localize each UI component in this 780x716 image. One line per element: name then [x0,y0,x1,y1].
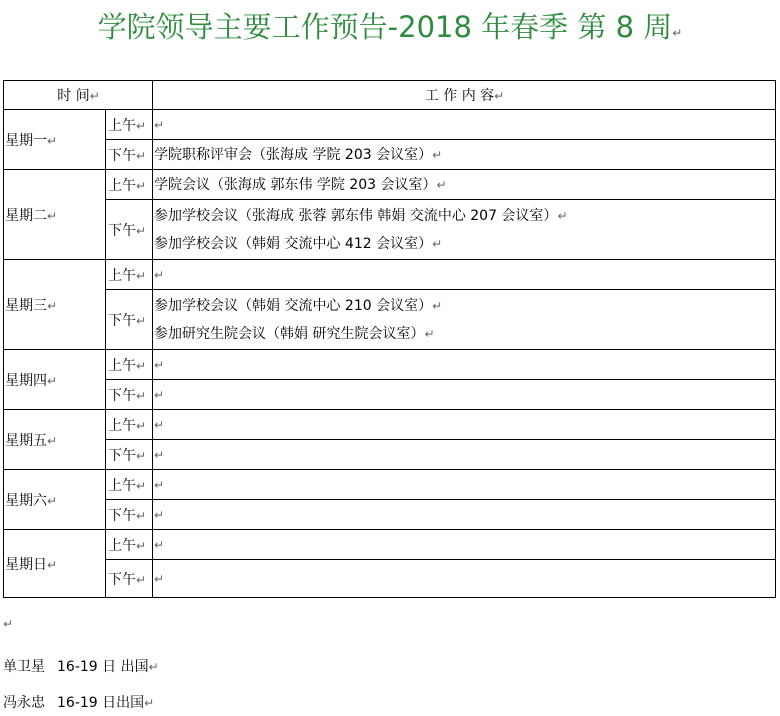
pm-label: 下午 [108,507,136,524]
pm-label-cell [106,380,153,410]
paragraph-mark: ↵ [154,387,165,402]
day-name: 星期四 [5,372,47,389]
am-label: 上午 [108,117,136,134]
table-row [4,350,776,380]
note-person: 单卫星 [3,659,45,675]
day-name: 星期六 [5,492,47,509]
paragraph-mark: ↵ [154,357,165,372]
paragraph-mark: ↵ [436,177,447,192]
page-title [0,4,780,54]
am-label: 上午 [108,177,136,194]
paragraph-mark: ↵ [136,268,147,283]
pm-label: 下午 [108,147,136,164]
work-item-text: 学院会议（张海成 郭东伟 学院 203 会议室） [154,176,437,193]
note-item [3,656,159,676]
work-item-text: 学院职称评审会（张海成 学院 203 会议室） [154,146,433,163]
paragraph-mark: ↵ [154,571,165,586]
title-text: 学院领导主要工作预告-2018 年春季 第 8 周 [97,10,673,44]
day-cell [4,470,106,530]
empty-paragraph [3,616,13,632]
am-label-cell [106,260,153,290]
am-label-cell [106,470,153,500]
table-row [4,200,776,260]
day-cell [4,110,106,170]
work-content-cell [153,380,776,410]
header-time-text: 时 间 [57,88,90,104]
paragraph-mark: ↵ [136,223,147,238]
work-content-cell [153,410,776,440]
am-label: 上午 [108,477,136,494]
paragraph-mark: ↵ [136,508,147,523]
pm-label-cell [106,290,153,350]
pm-label-cell [106,200,153,260]
work-content-cell [153,530,776,560]
paragraph-mark: ↵ [154,117,165,132]
paragraph-mark: ↵ [47,208,58,223]
paragraph-mark: ↵ [47,133,58,148]
header-time [4,81,153,110]
work-content-cell [153,560,776,598]
table-row [4,110,776,140]
note-person: 冯永忠 [3,695,45,711]
paragraph-mark: ↵ [432,147,443,162]
paragraph-mark: ↵ [136,148,147,163]
pm-label: 下午 [108,387,136,404]
am-label: 上午 [108,267,136,284]
paragraph-mark: ↵ [136,388,147,403]
day-name: 星期日 [5,556,47,573]
pm-label-cell [106,500,153,530]
paragraph-mark: ↵ [136,178,147,193]
work-item [154,202,775,230]
am-label-cell [106,350,153,380]
work-content-cell [153,200,776,260]
schedule-table [3,80,776,598]
paragraph-mark: ↵ [432,298,443,313]
table-header-row [4,81,776,110]
am-label: 上午 [108,537,136,554]
work-item [154,320,775,348]
work-item [154,230,775,258]
paragraph-mark: ↵ [3,617,14,631]
paragraph-mark: ↵ [136,448,147,463]
pm-label: 下午 [108,312,136,329]
work-item-text: 参加研究生院会议（韩娟 研究生院会议室） [154,325,425,342]
header-content-text: 工 作 内 容 [424,88,495,104]
paragraph-mark: ↵ [136,118,147,133]
paragraph-mark: ↵ [144,696,155,710]
day-cell [4,350,106,410]
table-row [4,560,776,598]
day-cell [4,530,106,598]
paragraph-mark: ↵ [47,298,58,313]
day-name: 星期五 [5,432,47,449]
work-content-cell [153,440,776,470]
header-content [153,81,776,110]
note-item [3,692,154,712]
paragraph-mark: ↵ [89,89,100,103]
work-content-cell [153,170,776,200]
paragraph-mark: ↵ [148,660,159,674]
paragraph-mark: ↵ [47,433,58,448]
work-item-text: 参加学校会议（张海成 张蓉 郭东伟 韩娟 交流中心 207 会议室） [154,207,558,224]
paragraph-mark: ↵ [136,313,147,328]
paragraph-mark: ↵ [154,267,165,282]
am-label: 上午 [108,417,136,434]
table-row [4,530,776,560]
day-cell [4,170,106,260]
am-label-cell [106,110,153,140]
paragraph-mark: ↵ [136,538,147,553]
paragraph-mark: ↵ [154,537,165,552]
day-cell [4,260,106,350]
pm-label-cell [106,140,153,170]
table-row [4,140,776,170]
work-item [154,292,775,320]
work-item-text: 参加学校会议（韩娟 交流中心 210 会议室） [154,297,433,314]
paragraph-mark: ↵ [47,373,58,388]
paragraph-mark: ↵ [136,478,147,493]
am-label-cell [106,170,153,200]
work-content-cell [153,500,776,530]
work-content-cell [153,350,776,380]
paragraph-mark: ↵ [557,208,568,223]
work-content-cell [153,140,776,170]
work-item [154,171,775,199]
am-label-cell [106,410,153,440]
pm-label-cell [106,440,153,470]
paragraph-mark: ↵ [136,358,147,373]
day-name: 星期三 [5,297,47,314]
work-content-cell [153,260,776,290]
table-row [4,440,776,470]
table-row [4,470,776,500]
paragraph-mark: ↵ [154,477,165,492]
paragraph-mark: ↵ [672,26,683,40]
pm-label: 下午 [108,571,136,588]
paragraph-mark: ↵ [494,89,505,103]
table-row [4,380,776,410]
work-item-text: 参加学校会议（韩娟 交流中心 412 会议室） [154,235,433,252]
paragraph-mark: ↵ [47,493,58,508]
am-label: 上午 [108,357,136,374]
paragraph-mark: ↵ [154,417,165,432]
pm-label: 下午 [108,447,136,464]
paragraph-mark: ↵ [154,507,165,522]
paragraph-mark: ↵ [136,572,147,587]
pm-label-cell [106,560,153,598]
paragraph-mark: ↵ [154,447,165,462]
paragraph-mark: ↵ [432,236,443,251]
work-content-cell [153,110,776,140]
table-row [4,170,776,200]
work-content-cell [153,470,776,500]
day-name: 星期二 [5,207,47,224]
day-cell [4,410,106,470]
day-name: 星期一 [5,132,47,149]
table-row [4,410,776,440]
paragraph-mark: ↵ [424,326,435,341]
am-label-cell [106,530,153,560]
note-text: 16-19 日出国 [57,695,145,711]
table-row [4,260,776,290]
table-row [4,500,776,530]
paragraph-mark: ↵ [47,557,58,572]
work-content-cell [153,290,776,350]
paragraph-mark: ↵ [136,418,147,433]
pm-label: 下午 [108,222,136,239]
note-text: 16-19 日 出国 [57,659,149,675]
table-row [4,290,776,350]
work-item [154,141,775,169]
